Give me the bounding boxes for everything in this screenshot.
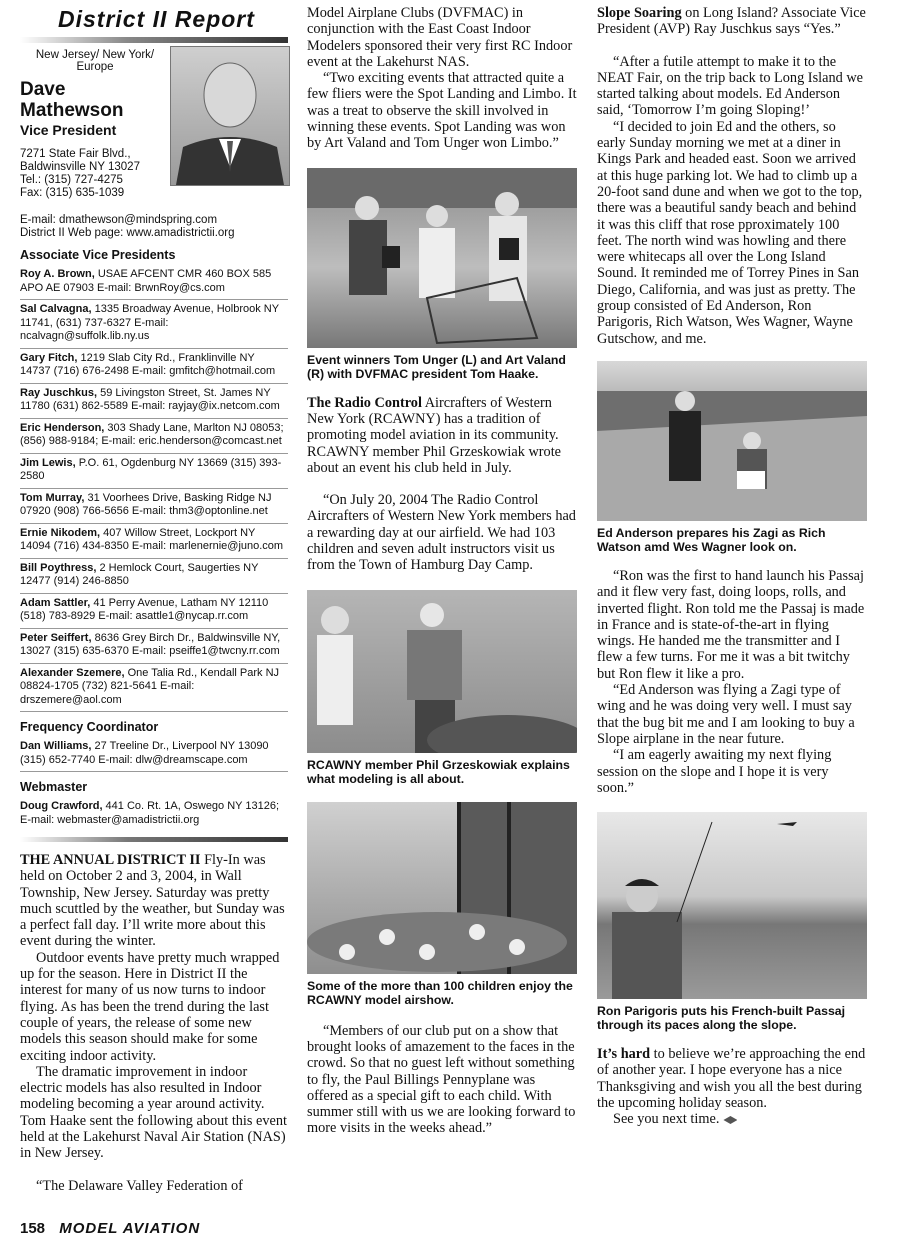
contact-detail: 407 Willow Street, Lockport NY 14094 (716) 434-8350 E-mail: marlenernie@juno.com [20, 526, 284, 552]
avp-list [20, 265, 288, 712]
crowd-icon [307, 802, 577, 974]
column-right [597, 5, 867, 1128]
lead-in: Slope Soaring [597, 5, 682, 21]
contact-detail: 303 Shady Lane, Marlton NJ 08053; (856) 988-9184; E-mail: eric.henderson@comcast.net [20, 421, 284, 447]
paragraph-text: Fly-In was held on October 2 and 3, 2004, in Wall Township, New Jersey. Saturday was pretty much scuttled by the weather, but Sunday was a perfect fall day. I’ll write more about this event during the winter. [20, 852, 285, 950]
paragraph: “Two exciting events that attracted quite a few fliers were the Spot Landing and Limbo. It was a treat to observe the skill involved in winning these events. Spot Landing was won by Art Valand and Tom Unger won Limbo.” [307, 70, 577, 152]
caption-ed-anderson: Ed Anderson prepares his Zagi as Rich Watson amd Wes Wagner look on. [597, 525, 826, 554]
contact-detail: 2 Hemlock Court, Saugerties NY 12477 (914) 246-8850 [20, 561, 259, 587]
paragraph-text: Aircrafters of Western New York (RCAWNY) has a tradition of promoting model aviation in its community. RCAWNY member Phil Grzeskowiak wrote about an event his club held in July. [307, 394, 562, 476]
portrait-figure-icon [171, 47, 289, 185]
caption-children-airshow: Some of the more than 100 children enjoy the RCAWNY model airshow. [307, 978, 573, 1007]
article-text-col2-top [307, 5, 577, 152]
paragraph: Outdoor events have pretty much wrapped up for the season. Here in District II the interest for many of us now turns to indoor flying. As has been the trend during the last couple of years, the release of some new models this season should make for some exciting indoor activity. [20, 949, 280, 1064]
vp-address-line: Baldwinsville NY 13027 [20, 161, 140, 173]
column-middle [307, 5, 577, 1137]
photo-ed-anderson [597, 361, 867, 521]
lead-in: It’s hard [597, 1046, 651, 1063]
winners-figures-icon [307, 168, 577, 348]
vp-portrait-photo [170, 46, 290, 186]
article-text-col3-bottom [597, 1046, 867, 1127]
vp-name: Dave Mathewson [20, 79, 124, 121]
column-left [20, 0, 288, 1194]
section-rule [20, 837, 288, 842]
contact-detail: USAE AFCENT CMR 460 BOX 585 APO AE 07903 E-mail: BrwnRoy@cs.com [20, 268, 272, 294]
contact-detail: P.O. 61, Ogdenburg NY 13669 (315) 393-2580 [20, 456, 282, 482]
avp-entry [20, 349, 288, 384]
vp-contact [20, 214, 288, 240]
avp-entry [20, 265, 288, 300]
paragraph [597, 1046, 867, 1111]
contact-name: Dan Williams, [20, 740, 92, 752]
caption-phil-explains: RCAWNY member Phil Grzeskowiak explains what modeling is all about. [307, 757, 570, 786]
contact-detail: 1335 Broadway Avenue, Holbrook NY 11741, (631) 737-6327 E-mail: ncalvagn@suffolk.lib.ny.us [20, 303, 279, 342]
vp-web: District II Web page: www.amadistrictii.org [20, 227, 235, 239]
contact-name: Doug Crawford, [20, 800, 103, 812]
paragraph [597, 5, 867, 38]
contact-detail: 8636 Grey Birch Dr., Baldwinsville NY, 13027 (315) 635-6370 E-mail: pseiffe1@twcny.rr.com [20, 631, 281, 657]
sign-off-text: See you next time. [613, 1111, 720, 1128]
article-text-col2-mid [307, 395, 577, 574]
freq-coordinator [20, 737, 288, 772]
photo-ron-parigoris [597, 812, 867, 999]
avp-entry [20, 454, 288, 489]
photo-phil-explains [307, 590, 577, 753]
contact-name: Bill Poythress, [20, 561, 97, 574]
contact-detail: 1219 Slab City Rd., Franklinville NY 14737 (716) 676-2498 E-mail: gmfitch@hotmail.com [20, 351, 276, 377]
lead-in: The Radio Control [307, 394, 422, 411]
contact-name: Alexander Szemere, [20, 666, 125, 679]
paragraph: The dramatic improvement in indoor electric models has also resulted in Indoor modeling becoming a year around activity. Tom Haake sent the following about this event held at the Lakehurst Naval Air Station (NAS) in New Jersey. [20, 1063, 288, 1162]
contact-detail: 31 Voorhees Drive, Basking Ridge NJ 07920 (908) 766-5656 E-mail: thm3@optonline.net [20, 491, 272, 517]
paragraph: “After a futile attempt to make it to the NEAT Fair, on the trip back to Long Island we started talking about models. Ed Anderson said, ‘Tomorrow I’m going Sloping!’ [597, 53, 863, 119]
contact-name: Gary Fitch, [20, 351, 78, 364]
vp-region: New Jersey/ New York/ Europe [35, 49, 155, 73]
beach-figures-icon [597, 361, 867, 521]
avp-entry [20, 664, 288, 713]
paragraph: “Ron was the first to hand launch his Passaj and it flew very fast, doing loops, rolls, and inverted flight. Ron told me the Passaj is made in France and is state-of-the-art in flying wings. He handed me the transmitter and I flew a few turns. For me it was a bit twitchy but Ron flew it like a pro. [597, 567, 865, 682]
webmaster-entry [20, 797, 288, 831]
article-text-col3-top [597, 5, 867, 347]
contact-name: Ray Juschkus, [20, 386, 98, 399]
paragraph: “Ed Anderson was flying a Zagi type of wing and he was doing very well. I must say that the bug bit me and I am looking to buy a Slope airplane in the near future. [597, 682, 855, 747]
report-title: District II Report [58, 6, 255, 32]
contact-name: Ernie Nikodem, [20, 526, 101, 539]
page-number: 158 [20, 1220, 46, 1237]
vp-address-line: Tel.: (315) 727-4275 [20, 174, 123, 186]
ama-logo-icon [723, 1116, 737, 1124]
avp-entry [20, 559, 288, 594]
vp-role: Vice President [20, 122, 117, 138]
contact-detail: 441 Co. Rt. 1A, Oswego NY 13126; E-mail: webmaster@amadistrictii.org [20, 800, 280, 826]
contact-name: Roy A. Brown, [20, 268, 95, 280]
paragraph [307, 395, 577, 476]
paragraph [597, 1111, 867, 1127]
lead-in: THE ANNUAL DISTRICT II [20, 852, 201, 868]
contact-name: Adam Sattler, [20, 596, 91, 609]
caption-event-winners: Event winners Tom Unger (L) and Art Valand (R) with DVFMAC president Tom Haake. [307, 352, 566, 381]
avp-heading: Associate Vice Presidents [20, 248, 176, 262]
article-text-col3-mid [597, 568, 867, 796]
article-text-col2-bottom [307, 1023, 577, 1137]
paragraph: “I decided to join Ed and the others, so early Sunday morning we met at a diner in Kings Park and headed east. Soon we arrived at this huge parking lot. We had to climb up a 20-foot sand dune and when we got to the top, there was a beautiful sandy beach and behind it was this cliff that rose pproximately 100 feet. The north wind was howling and there were whitecaps all over the Long Island Sound. It reminded me of Torrey Pines in San Diego, California, and was just as pretty. The group consisted of Ed Anderson, Ron Parigoris, Rich Watson, Wes Wagner, Wayne Gutschow, and me. [597, 118, 863, 347]
contact-name: Eric Henderson, [20, 421, 105, 434]
contact-name: Tom Murray, [20, 491, 85, 504]
vp-email: E-mail: dmathewson@mindspring.com [20, 214, 218, 226]
contact-name: Peter Seiffert, [20, 631, 92, 644]
avp-entry [20, 489, 288, 524]
paragraph: Model Airplane Clubs (DVFMAC) in conjunction with the East Coast Indoor Modelers sponsored their very first RC Indoor event at the Lakehurst NAS. [307, 5, 573, 70]
paragraph: “I am eagerly awaiting my next flying session on the slope and I hope it is very soon.” [597, 747, 832, 796]
freq-heading: Frequency Coordinator [20, 720, 159, 734]
pilot-figure-icon [597, 812, 867, 999]
photo-event-winners [307, 168, 577, 348]
vp-address-line: 7271 State Fair Blvd., [20, 148, 131, 160]
avp-entry [20, 300, 288, 349]
paragraph-text: on Long Island? Associate Vice President (AVP) Ray Juschkus says “Yes.” [597, 5, 866, 38]
paragraph: “Members of our club put on a show that brought looks of amazement to the faces in the crowd. So that no guest left without something to fly, the Paul Billings Pennyplane was offered as a special gift to each child. With summer still with us we are looking forward to more visits in the weeks ahead.” [307, 1022, 576, 1137]
contact-name: Sal Calvagna, [20, 303, 92, 315]
contact-detail: 59 Livingston Street, St. James NY 11780 (631) 862-5589 E-mail: rayjay@ix.netcom.com [20, 386, 280, 412]
avp-entry [20, 524, 288, 559]
avp-entry [20, 419, 288, 454]
caption-ron-parigoris: Ron Parigoris puts his French-built Passaj through its paces along the slope. [597, 1004, 846, 1033]
contact-detail: 41 Perry Avenue, Latham NY 12110 (518) 783-8929 E-mail: asattle1@nycap.rr.com [20, 596, 269, 622]
page-footer [20, 1220, 200, 1237]
photo-children-airshow [307, 802, 577, 974]
contact-detail: One Talia Rd., Kendall Park NJ 08824-1705 (732) 821-5641 E-mail: drszemere@aol.com [20, 666, 280, 706]
title-rule [20, 37, 288, 43]
vp-address-line: Fax: (315) 635-1039 [20, 187, 125, 199]
avp-entry [20, 629, 288, 664]
magazine-name: MODEL AVIATION [59, 1220, 201, 1237]
speaker-figure-icon [307, 590, 577, 753]
paragraph [20, 852, 288, 950]
webmaster-heading: Webmaster [20, 780, 88, 794]
paragraph-text: to believe we’re approaching the end of another year. I hope everyone has a nice Thanksgiving and wish you all the best during the upcoming holiday season. [597, 1046, 866, 1111]
paragraph: “The Delaware Valley Federation of [36, 1177, 243, 1194]
contact-name: Jim Lewis, [20, 456, 76, 469]
avp-entry [20, 384, 288, 419]
paragraph: “On July 20, 2004 The Radio Control Aircrafters of Western New York members had a rewarding day at our airfield. We had 103 children and seven adult instructors visit us from the Town of Hamburg Day Camp. [307, 492, 576, 574]
article-text-col1 [20, 852, 288, 1194]
contact-detail: 27 Treeline Dr., Liverpool NY 13090 (315) 652-7740 E-mail: dlw@dreamscape.com [20, 740, 269, 766]
avp-entry [20, 594, 288, 629]
